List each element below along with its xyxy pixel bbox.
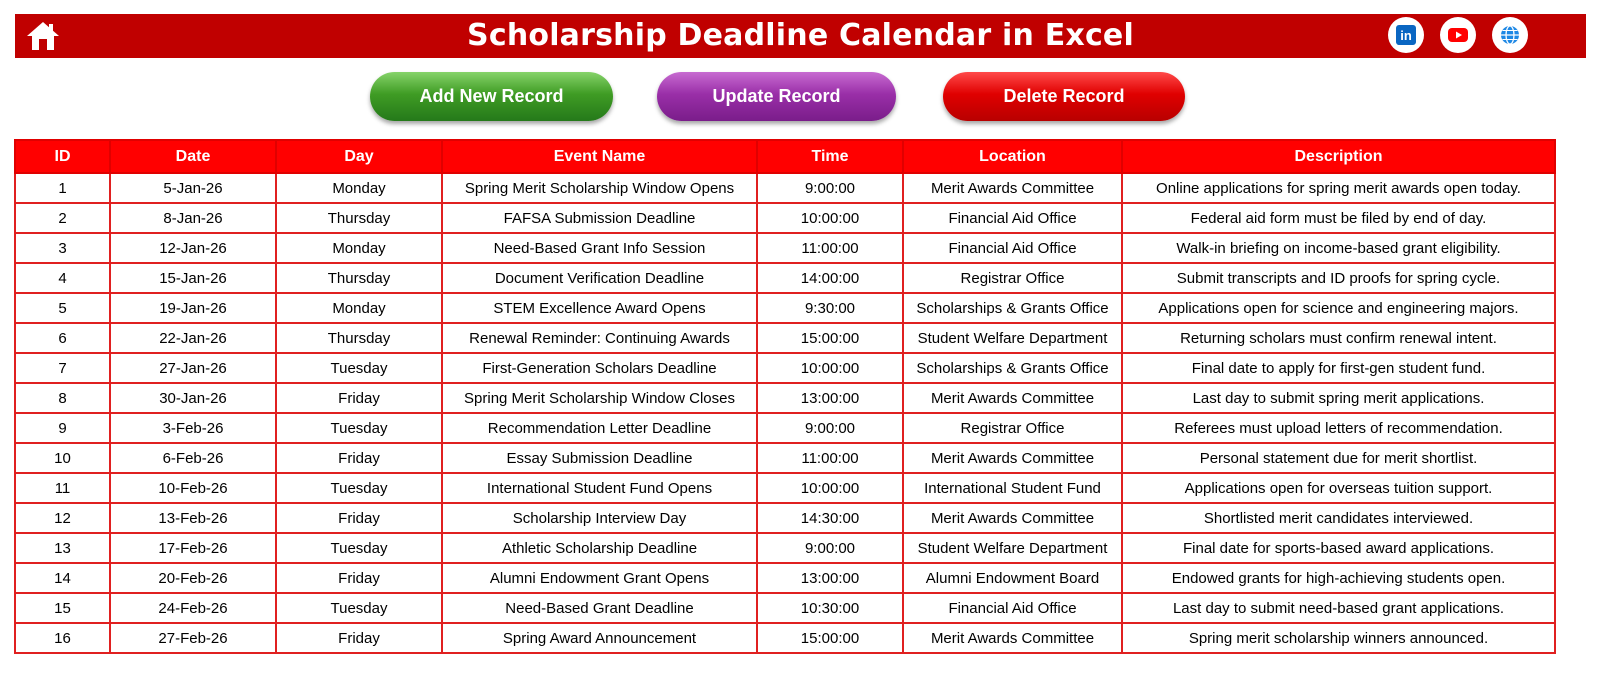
cell-location[interactable]: Registrar Office bbox=[903, 263, 1122, 293]
cell-date[interactable]: 5-Jan-26 bbox=[110, 173, 276, 203]
cell-id[interactable]: 9 bbox=[15, 413, 110, 443]
add-new-record-button[interactable]: Add New Record bbox=[370, 72, 613, 121]
cell-day[interactable]: Tuesday bbox=[276, 593, 442, 623]
cell-id[interactable]: 12 bbox=[15, 503, 110, 533]
cell-time[interactable]: 10:30:00 bbox=[757, 593, 903, 623]
cell-date[interactable]: 12-Jan-26 bbox=[110, 233, 276, 263]
header-bar bbox=[15, 14, 1586, 58]
cell-date[interactable]: 19-Jan-26 bbox=[110, 293, 276, 323]
cell-description[interactable]: Federal aid form must be filed by end of day. bbox=[1122, 203, 1555, 233]
cell-description[interactable]: Online applications for spring merit awards open today. bbox=[1122, 173, 1555, 203]
cell-time[interactable]: 13:00:00 bbox=[757, 563, 903, 593]
cell-event-name[interactable]: Spring Award Announcement bbox=[442, 623, 757, 653]
table-body bbox=[15, 173, 1555, 653]
cell-id[interactable]: 2 bbox=[15, 203, 110, 233]
cell-date[interactable]: 17-Feb-26 bbox=[110, 533, 276, 563]
cell-event-name[interactable]: Renewal Reminder: Continuing Awards bbox=[442, 323, 757, 353]
cell-event-name[interactable]: Document Verification Deadline bbox=[442, 263, 757, 293]
cell-time[interactable]: 11:00:00 bbox=[757, 233, 903, 263]
cell-description[interactable]: Personal statement due for merit shortlist. bbox=[1122, 443, 1555, 473]
cell-time[interactable]: 14:30:00 bbox=[757, 503, 903, 533]
cell-event-name[interactable]: First-Generation Scholars Deadline bbox=[442, 353, 757, 383]
table-row[interactable] bbox=[15, 383, 1555, 413]
cell-event-name[interactable]: Alumni Endowment Grant Opens bbox=[442, 563, 757, 593]
cell-event-name[interactable]: Essay Submission Deadline bbox=[442, 443, 757, 473]
cell-id[interactable]: 4 bbox=[15, 263, 110, 293]
cell-day[interactable]: Tuesday bbox=[276, 533, 442, 563]
cell-day[interactable]: Friday bbox=[276, 443, 442, 473]
cell-time[interactable]: 15:00:00 bbox=[757, 623, 903, 653]
cell-event-name[interactable]: FAFSA Submission Deadline bbox=[442, 203, 757, 233]
cell-location[interactable]: Financial Aid Office bbox=[903, 593, 1122, 623]
cell-day[interactable]: Monday bbox=[276, 173, 442, 203]
cell-date[interactable]: 10-Feb-26 bbox=[110, 473, 276, 503]
cell-location[interactable]: International Student Fund bbox=[903, 473, 1122, 503]
cell-day[interactable]: Friday bbox=[276, 623, 442, 653]
cell-day[interactable]: Thursday bbox=[276, 263, 442, 293]
table-row[interactable] bbox=[15, 443, 1555, 473]
column-header-time[interactable]: Time bbox=[757, 140, 903, 173]
cell-description[interactable]: Referees must upload letters of recommendation. bbox=[1122, 413, 1555, 443]
cell-location[interactable]: Merit Awards Committee bbox=[903, 383, 1122, 413]
cell-description[interactable]: Final date for sports-based award applications. bbox=[1122, 533, 1555, 563]
table-row[interactable] bbox=[15, 473, 1555, 503]
linkedin-button[interactable] bbox=[1388, 17, 1424, 53]
cell-location[interactable]: Registrar Office bbox=[903, 413, 1122, 443]
cell-location[interactable]: Scholarships & Grants Office bbox=[903, 293, 1122, 323]
cell-location[interactable]: Merit Awards Committee bbox=[903, 623, 1122, 653]
cell-description[interactable]: Applications open for science and engineering majors. bbox=[1122, 293, 1555, 323]
table-row[interactable] bbox=[15, 353, 1555, 383]
cell-event-name[interactable]: Athletic Scholarship Deadline bbox=[442, 533, 757, 563]
cell-id[interactable]: 11 bbox=[15, 473, 110, 503]
cell-time[interactable]: 10:00:00 bbox=[757, 473, 903, 503]
table-row[interactable] bbox=[15, 413, 1555, 443]
cell-event-name[interactable]: Recommendation Letter Deadline bbox=[442, 413, 757, 443]
cell-time[interactable]: 9:30:00 bbox=[757, 293, 903, 323]
table-row[interactable] bbox=[15, 503, 1555, 533]
cell-id[interactable]: 14 bbox=[15, 563, 110, 593]
records-table bbox=[14, 139, 1556, 654]
table-row[interactable] bbox=[15, 623, 1555, 653]
cell-location[interactable]: Merit Awards Committee bbox=[903, 503, 1122, 533]
cell-event-name[interactable]: Need-Based Grant Info Session bbox=[442, 233, 757, 263]
cell-day[interactable]: Monday bbox=[276, 293, 442, 323]
globe-icon bbox=[1500, 25, 1520, 45]
cell-location[interactable]: Merit Awards Committee bbox=[903, 173, 1122, 203]
cell-day[interactable]: Thursday bbox=[276, 203, 442, 233]
cell-date[interactable]: 13-Feb-26 bbox=[110, 503, 276, 533]
cell-date[interactable]: 27-Jan-26 bbox=[110, 353, 276, 383]
cell-description[interactable]: Last day to submit need-based grant applications. bbox=[1122, 593, 1555, 623]
table-row[interactable] bbox=[15, 203, 1555, 233]
cell-date[interactable]: 27-Feb-26 bbox=[110, 623, 276, 653]
column-header-id[interactable]: ID bbox=[15, 140, 110, 173]
cell-date[interactable]: 8-Jan-26 bbox=[110, 203, 276, 233]
cell-id[interactable]: 13 bbox=[15, 533, 110, 563]
cell-day[interactable]: Tuesday bbox=[276, 473, 442, 503]
table-row[interactable] bbox=[15, 323, 1555, 353]
cell-event-name[interactable]: Spring Merit Scholarship Window Closes bbox=[442, 383, 757, 413]
cell-id[interactable]: 3 bbox=[15, 233, 110, 263]
youtube-icon bbox=[1448, 25, 1468, 45]
cell-id[interactable]: 1 bbox=[15, 173, 110, 203]
cell-date[interactable]: 24-Feb-26 bbox=[110, 593, 276, 623]
cell-id[interactable]: 16 bbox=[15, 623, 110, 653]
update-record-button[interactable]: Update Record bbox=[657, 72, 896, 121]
cell-time[interactable]: 9:00:00 bbox=[757, 533, 903, 563]
cell-time[interactable]: 9:00:00 bbox=[757, 173, 903, 203]
cell-description[interactable]: Last day to submit spring merit applications. bbox=[1122, 383, 1555, 413]
cell-location[interactable]: Alumni Endowment Board bbox=[903, 563, 1122, 593]
cell-description[interactable]: Walk-in briefing on income-based grant eligibility. bbox=[1122, 233, 1555, 263]
cell-location[interactable]: Merit Awards Committee bbox=[903, 443, 1122, 473]
cell-time[interactable]: 14:00:00 bbox=[757, 263, 903, 293]
cell-id[interactable]: 15 bbox=[15, 593, 110, 623]
website-button[interactable] bbox=[1492, 17, 1528, 53]
cell-location[interactable]: Financial Aid Office bbox=[903, 233, 1122, 263]
cell-event-name[interactable]: STEM Excellence Award Opens bbox=[442, 293, 757, 323]
cell-description[interactable]: Shortlisted merit candidates interviewed. bbox=[1122, 503, 1555, 533]
page-title: Scholarship Deadline Calendar in Excel bbox=[467, 18, 1134, 53]
table-row[interactable] bbox=[15, 173, 1555, 203]
cell-description[interactable]: Applications open for overseas tuition support. bbox=[1122, 473, 1555, 503]
cell-id[interactable]: 6 bbox=[15, 323, 110, 353]
table-row[interactable] bbox=[15, 593, 1555, 623]
cell-day[interactable]: Monday bbox=[276, 233, 442, 263]
cell-location[interactable]: Scholarships & Grants Office bbox=[903, 353, 1122, 383]
column-header-description[interactable]: Description bbox=[1122, 140, 1555, 173]
linkedin-glyph: in bbox=[1400, 28, 1412, 43]
cell-day[interactable]: Tuesday bbox=[276, 413, 442, 443]
cell-time[interactable]: 15:00:00 bbox=[757, 323, 903, 353]
cell-description[interactable]: Submit transcripts and ID proofs for spring cycle. bbox=[1122, 263, 1555, 293]
column-header-date[interactable]: Date bbox=[110, 140, 276, 173]
cell-time[interactable]: 11:00:00 bbox=[757, 443, 903, 473]
cell-time[interactable]: 9:00:00 bbox=[757, 413, 903, 443]
column-header-location[interactable]: Location bbox=[903, 140, 1122, 173]
cell-time[interactable]: 13:00:00 bbox=[757, 383, 903, 413]
cell-location[interactable]: Financial Aid Office bbox=[903, 203, 1122, 233]
table-header-row bbox=[15, 140, 1555, 173]
cell-id[interactable]: 7 bbox=[15, 353, 110, 383]
linkedin-icon bbox=[1396, 25, 1416, 45]
table-row[interactable] bbox=[15, 293, 1555, 323]
cell-description[interactable]: Spring merit scholarship winners announced. bbox=[1122, 623, 1555, 653]
table-row[interactable] bbox=[15, 233, 1555, 263]
cell-day[interactable]: Friday bbox=[276, 503, 442, 533]
cell-description[interactable]: Endowed grants for high-achieving students open. bbox=[1122, 563, 1555, 593]
cell-day[interactable]: Tuesday bbox=[276, 353, 442, 383]
cell-time[interactable]: 10:00:00 bbox=[757, 203, 903, 233]
cell-event-name[interactable]: Need-Based Grant Deadline bbox=[442, 593, 757, 623]
table-row[interactable] bbox=[15, 563, 1555, 593]
cell-date[interactable]: 6-Feb-26 bbox=[110, 443, 276, 473]
column-header-day[interactable]: Day bbox=[276, 140, 442, 173]
cell-event-name[interactable]: International Student Fund Opens bbox=[442, 473, 757, 503]
cell-date[interactable]: 3-Feb-26 bbox=[110, 413, 276, 443]
cell-event-name[interactable]: Spring Merit Scholarship Window Opens bbox=[442, 173, 757, 203]
cell-date[interactable]: 22-Jan-26 bbox=[110, 323, 276, 353]
cell-id[interactable]: 5 bbox=[15, 293, 110, 323]
cell-day[interactable]: Thursday bbox=[276, 323, 442, 353]
table-row[interactable] bbox=[15, 533, 1555, 563]
cell-location[interactable]: Student Welfare Department bbox=[903, 533, 1122, 563]
youtube-button[interactable] bbox=[1440, 17, 1476, 53]
delete-record-button[interactable]: Delete Record bbox=[943, 72, 1185, 121]
cell-description[interactable]: Returning scholars must confirm renewal intent. bbox=[1122, 323, 1555, 353]
cell-date[interactable]: 30-Jan-26 bbox=[110, 383, 276, 413]
cell-date[interactable]: 20-Feb-26 bbox=[110, 563, 276, 593]
cell-day[interactable]: Friday bbox=[276, 563, 442, 593]
table-row[interactable] bbox=[15, 263, 1555, 293]
cell-date[interactable]: 15-Jan-26 bbox=[110, 263, 276, 293]
cell-day[interactable]: Friday bbox=[276, 383, 442, 413]
cell-time[interactable]: 10:00:00 bbox=[757, 353, 903, 383]
cell-event-name[interactable]: Scholarship Interview Day bbox=[442, 503, 757, 533]
cell-id[interactable]: 8 bbox=[15, 383, 110, 413]
cell-id[interactable]: 10 bbox=[15, 443, 110, 473]
column-header-event-name[interactable]: Event Name bbox=[442, 140, 757, 173]
cell-location[interactable]: Student Welfare Department bbox=[903, 323, 1122, 353]
cell-description[interactable]: Final date to apply for first-gen student fund. bbox=[1122, 353, 1555, 383]
